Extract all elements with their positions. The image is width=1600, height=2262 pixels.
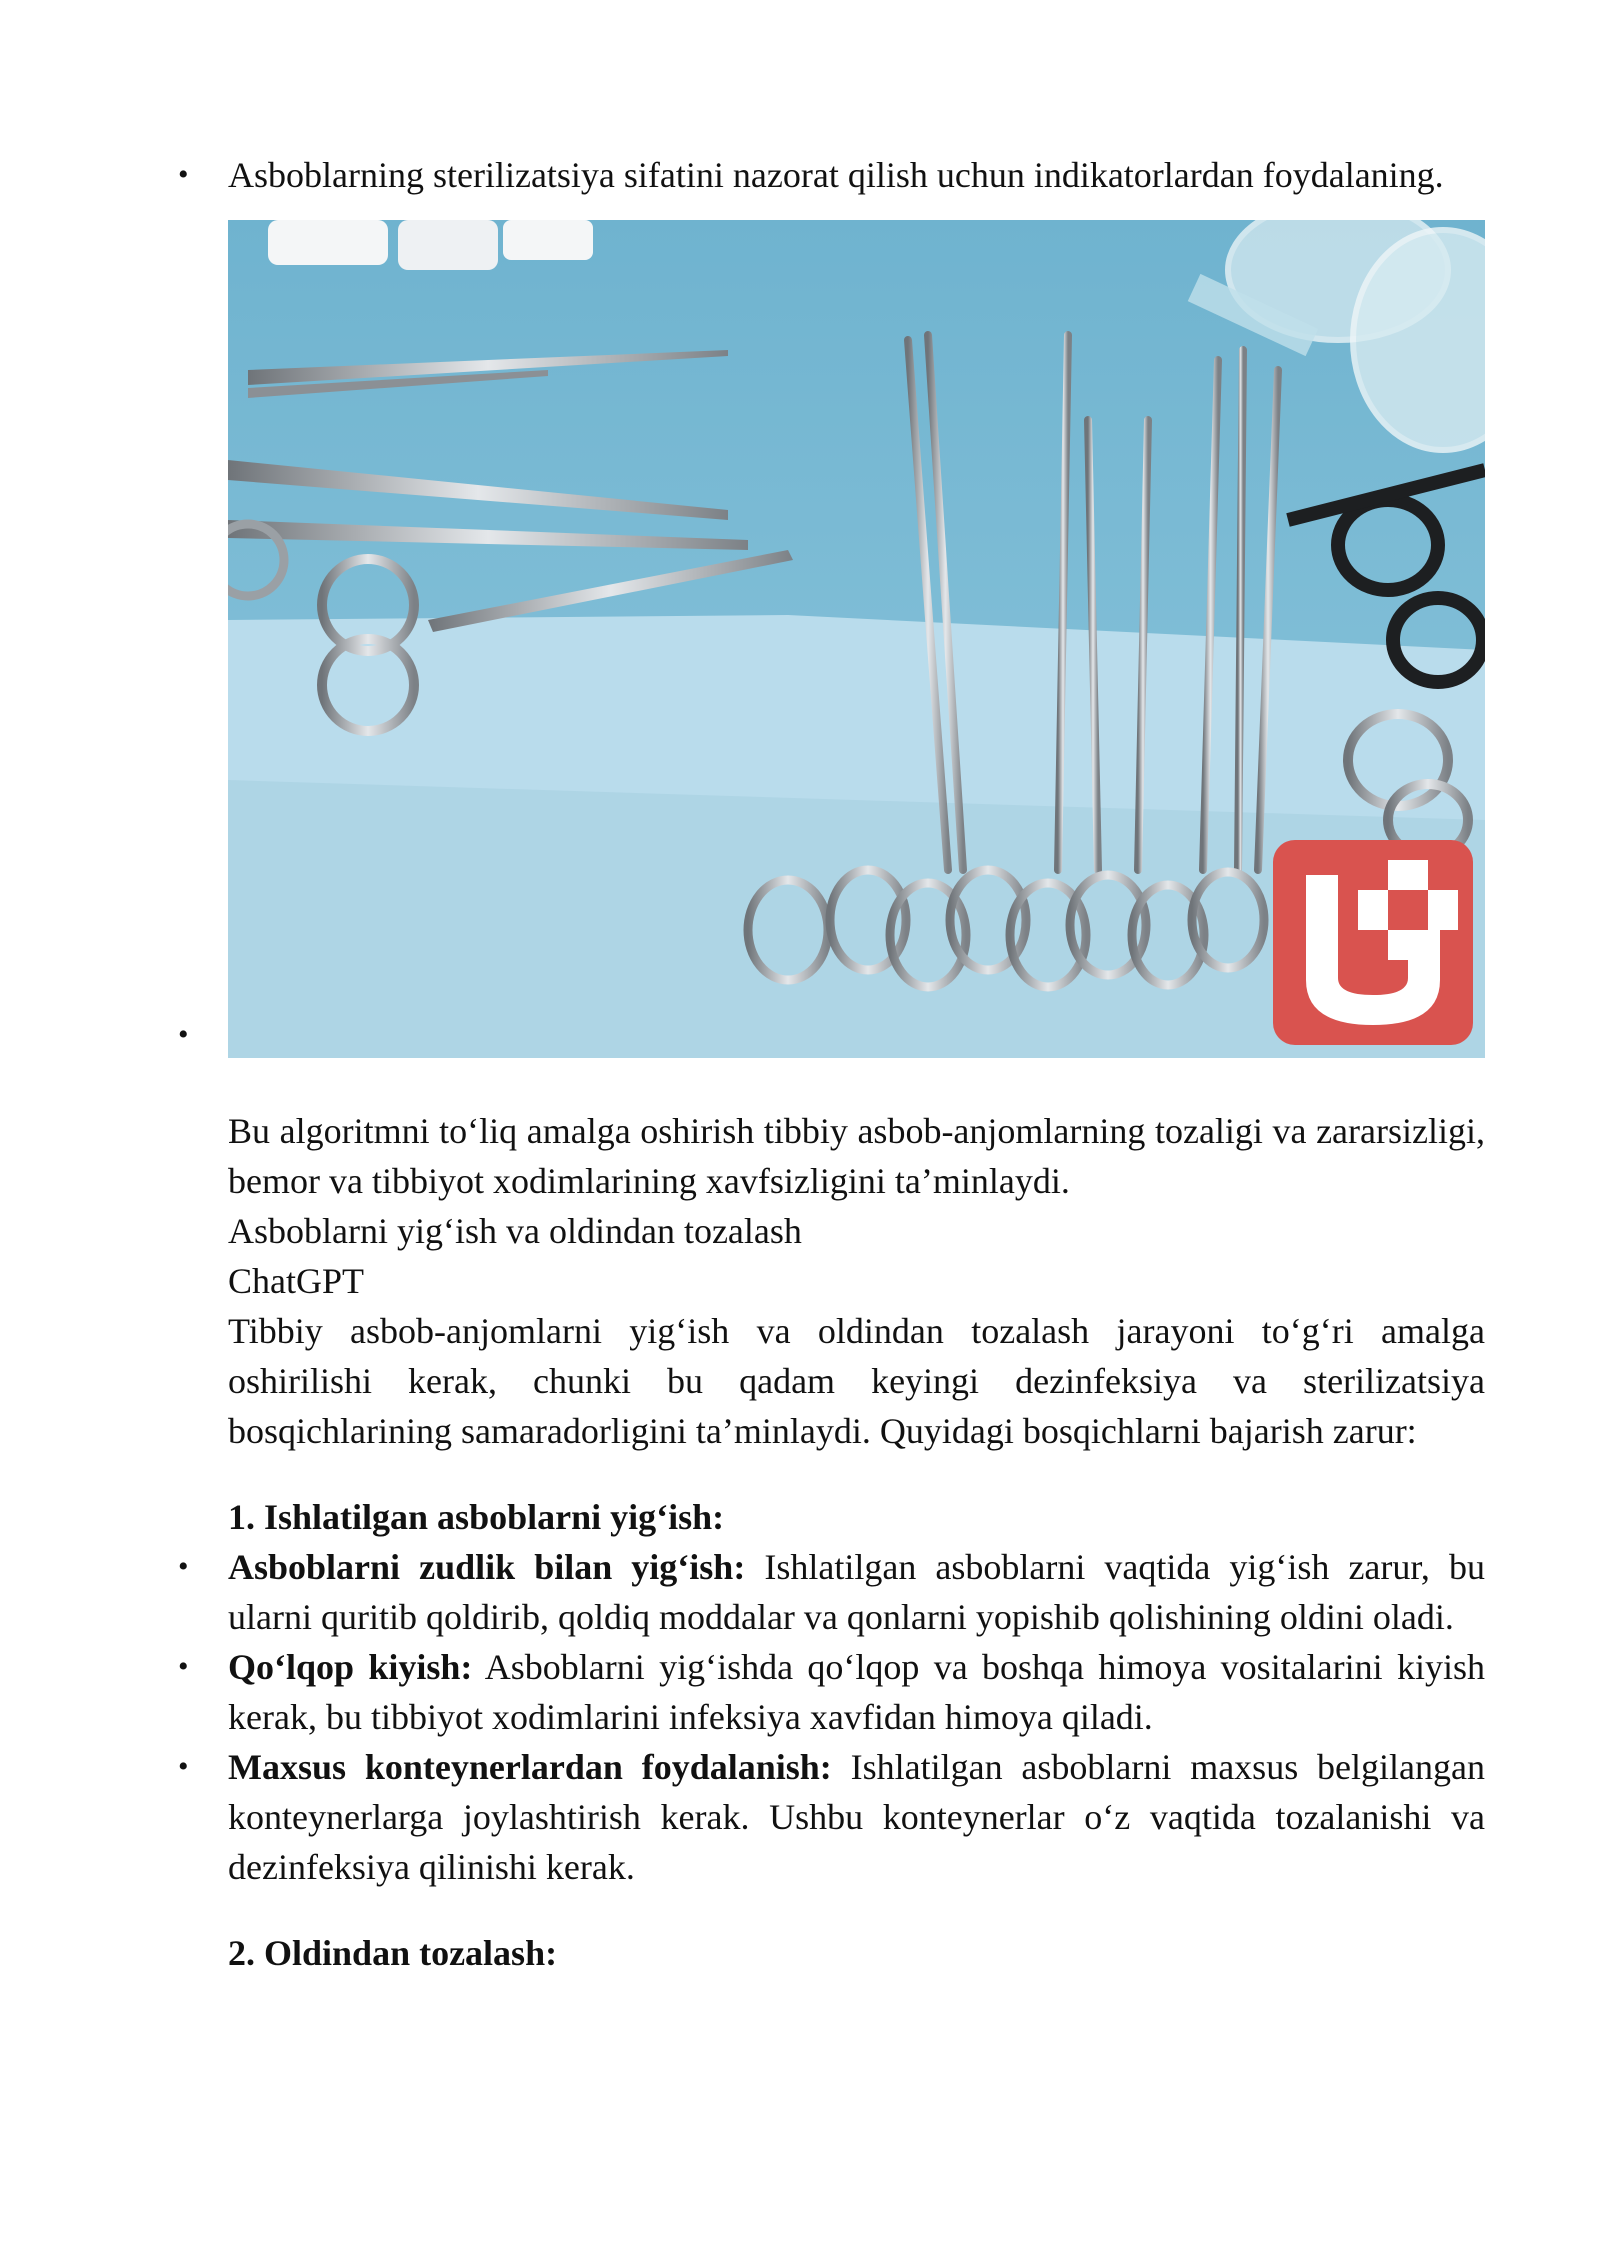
document-content	[178, 150, 1485, 1978]
list-item	[178, 1742, 1485, 1892]
section-title: Asboblarni yig‘ish va oldindan tozalash	[228, 1211, 802, 1251]
bullet-icon: •	[178, 1750, 189, 1783]
surgical-instruments-photo	[228, 220, 1485, 1058]
top-bullet-text: Asboblarning sterilizatsiya sifatini nazorat qilish uchun indikatorlardan foydalaning.	[228, 155, 1444, 195]
brand-logo	[1273, 840, 1473, 1045]
item-title: Qo‘lqop kiyish:	[228, 1647, 473, 1687]
item-text: Ishlatilgan asboblarni vaqtida yig‘ish zarur, bu ularni quritib qoldirib, qoldiq moddalar va qonlarni yopishib qolishining oldini oladi.	[228, 1547, 1485, 1637]
bullet-icon: •	[178, 1550, 189, 1583]
heading-precleaning: 2. Oldindan tozalash:	[228, 1933, 558, 1973]
bullet-icon: •	[178, 1650, 189, 1683]
main-paragraph: Tibbiy asbob-anjomlarni yig‘ish va oldindan tozalash jarayoni to‘g‘ri amalga oshirilishi kerak, chunki bu qadam keyingi dezinfeksiya va sterilizatsiya bosqichlarining samaradorligini ta’minlaydi. Quyidagi bosqichlarni bajarish zarur:	[228, 1311, 1485, 1451]
source-label: ChatGPT	[228, 1261, 365, 1301]
bullet-icon: •	[178, 1018, 189, 1051]
item-text: Asboblarni yig‘ishda qo‘lqop va boshqa himoya vositalarini kiyish kerak, bu tibbiyot xodimlarini infeksiya xavfidan himoya qiladi.	[228, 1647, 1485, 1737]
bullet-icon: •	[178, 158, 189, 191]
instruments-illustration	[228, 220, 1485, 1058]
list-item	[178, 1642, 1485, 1742]
heading-collection: 1. Ishlatilgan asboblarni yig‘ish:	[228, 1497, 725, 1537]
item-title: Asboblarni zudlik bilan yig‘ish:	[228, 1547, 746, 1587]
list-item	[178, 1542, 1485, 1642]
list-item	[178, 150, 1485, 200]
intro-paragraph: Bu algoritmni to‘liq amalga oshirish tibbiy asbob-anjomlarning tozaligi va zararsizligi, bemor va tibbiyot xodimlarining xavfsizligini ta’minlaydi.	[228, 1111, 1485, 1201]
item-text: Ishlatilgan asboblarni maxsus belgilangan konteynerlarga joylashtirish kerak. Ushbu konteynerlar o‘z vaqtida tozalanishi va dezinfeksiya qilinishi kerak.	[228, 1747, 1485, 1887]
item-title: Maxsus konteynerlardan foydalanish:	[228, 1747, 832, 1787]
figure-row	[178, 220, 1485, 1058]
